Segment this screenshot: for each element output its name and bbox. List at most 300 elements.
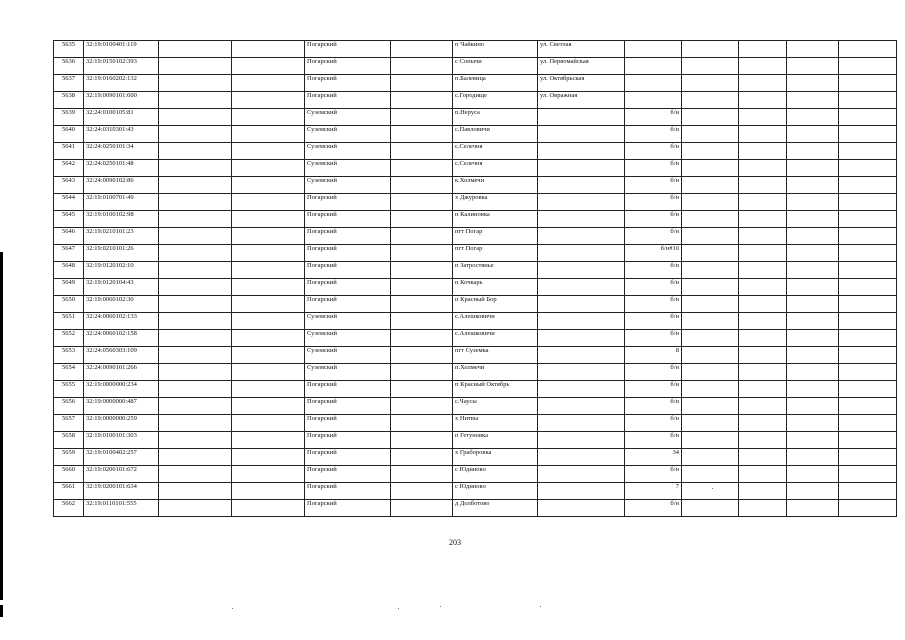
cell-empty (787, 245, 839, 262)
cell-empty (391, 228, 453, 245)
table-row (54, 313, 897, 330)
cell-house-number: б/н#10 (625, 245, 682, 262)
cell-empty (739, 126, 787, 143)
cell-street (538, 262, 625, 279)
cell-district: Погарский (305, 296, 391, 313)
cell-empty (391, 432, 453, 449)
cell-empty (787, 296, 839, 313)
cell-empty (232, 432, 305, 449)
cell-empty (839, 126, 897, 143)
cell-district: Погарский (305, 228, 391, 245)
cell-cadastral-number: 32:19:0120104:43 (84, 279, 159, 296)
cell-street: ул. Светлая (538, 41, 625, 58)
cell-cadastral-number: 32:24:0060102:158 (84, 330, 159, 347)
cell-empty (739, 381, 787, 398)
cell-cadastral-number: 32:19:0210101:23 (84, 228, 159, 245)
scan-speck (712, 488, 713, 489)
cell-empty (391, 126, 453, 143)
cell-empty (787, 177, 839, 194)
cell-district: Суземский (305, 126, 391, 143)
cell-house-number: б/н (625, 211, 682, 228)
cell-empty (787, 313, 839, 330)
cell-cadastral-number: 32:24:0090101:266 (84, 364, 159, 381)
cell-empty (787, 92, 839, 109)
cell-cadastral-number: 32:19:0000000:259 (84, 415, 159, 432)
cell-street (538, 194, 625, 211)
cell-settlement: с.Селечня (453, 160, 538, 177)
cell-street (538, 466, 625, 483)
cell-record-number: 5639 (54, 109, 84, 126)
cell-empty (682, 194, 739, 211)
cell-empty (739, 194, 787, 211)
cell-district: Погарский (305, 449, 391, 466)
cell-empty (159, 143, 232, 160)
cell-empty (159, 160, 232, 177)
cell-empty (391, 466, 453, 483)
cell-district: Суземский (305, 364, 391, 381)
cell-empty (232, 415, 305, 432)
cell-empty (839, 262, 897, 279)
cell-empty (159, 296, 232, 313)
cell-empty (739, 228, 787, 245)
cell-empty (839, 92, 897, 109)
registry-table (53, 40, 897, 517)
table-row (54, 75, 897, 92)
cell-cadastral-number: 32:19:0160202:132 (84, 75, 159, 92)
cell-district: Погарский (305, 92, 391, 109)
cell-empty (391, 75, 453, 92)
cell-street (538, 432, 625, 449)
cell-empty (682, 381, 739, 398)
cell-empty (391, 330, 453, 347)
table-row (54, 92, 897, 109)
cell-house-number: б/н (625, 109, 682, 126)
scan-speck (440, 606, 441, 607)
cell-settlement: с.Алешковичи (453, 330, 538, 347)
cell-empty (232, 330, 305, 347)
cell-district: Погарский (305, 483, 391, 500)
cell-empty (682, 330, 739, 347)
cell-empty (232, 92, 305, 109)
cell-empty (839, 177, 897, 194)
cell-district: Погарский (305, 415, 391, 432)
cell-empty (787, 58, 839, 75)
cell-empty (839, 211, 897, 228)
cell-empty (739, 262, 787, 279)
cell-empty (232, 75, 305, 92)
cell-street (538, 160, 625, 177)
cell-settlement: пгт Погар (453, 228, 538, 245)
cell-empty (739, 466, 787, 483)
cell-record-number: 5648 (54, 262, 84, 279)
cell-street (538, 415, 625, 432)
cell-empty (159, 126, 232, 143)
cell-settlement: п.Холмечи (453, 364, 538, 381)
cell-empty (839, 296, 897, 313)
cell-settlement: п Затростянье (453, 262, 538, 279)
table-row (54, 194, 897, 211)
cell-empty (787, 432, 839, 449)
cell-cadastral-number: 32:19:0200101:634 (84, 483, 159, 500)
cell-empty (232, 211, 305, 228)
cell-house-number (625, 58, 682, 75)
cell-district: Суземский (305, 109, 391, 126)
table-row (54, 364, 897, 381)
cell-house-number: 34 (625, 449, 682, 466)
cell-cadastral-number: 32:24:0060102:133 (84, 313, 159, 330)
cell-district: Погарский (305, 466, 391, 483)
cell-house-number: б/н (625, 143, 682, 160)
cell-empty (839, 194, 897, 211)
cell-empty (787, 415, 839, 432)
cell-empty (159, 109, 232, 126)
cell-empty (391, 381, 453, 398)
cell-empty (739, 75, 787, 92)
cell-empty (391, 262, 453, 279)
cell-empty (739, 398, 787, 415)
cell-record-number: 5662 (54, 500, 84, 517)
cell-empty (739, 109, 787, 126)
cell-empty (232, 398, 305, 415)
cell-record-number: 5661 (54, 483, 84, 500)
cell-cadastral-number: 32:19:0100102:98 (84, 211, 159, 228)
cell-empty (739, 347, 787, 364)
cell-empty (839, 415, 897, 432)
cell-empty (682, 41, 739, 58)
cell-settlement: с.Городище (453, 92, 538, 109)
cell-empty (787, 194, 839, 211)
cell-house-number: 7 (625, 483, 682, 500)
table-row (54, 262, 897, 279)
cell-empty (682, 177, 739, 194)
table-row (54, 296, 897, 313)
cell-settlement: п Гетуновка (453, 432, 538, 449)
cell-empty (787, 381, 839, 398)
cell-empty (787, 160, 839, 177)
cell-empty (232, 449, 305, 466)
cell-empty (739, 415, 787, 432)
cell-empty (159, 41, 232, 58)
cell-district: Суземский (305, 313, 391, 330)
cell-cadastral-number: 32:19:0210101:26 (84, 245, 159, 262)
cell-house-number: б/н (625, 279, 682, 296)
table-row (54, 432, 897, 449)
cell-empty (682, 92, 739, 109)
cell-cadastral-number: 32:24:0310301:43 (84, 126, 159, 143)
cell-empty (159, 449, 232, 466)
cell-empty (391, 398, 453, 415)
cell-district: Суземский (305, 177, 391, 194)
cell-empty (682, 398, 739, 415)
cell-settlement: с.Селечня (453, 143, 538, 160)
cell-record-number: 5638 (54, 92, 84, 109)
cell-street (538, 449, 625, 466)
cell-empty (839, 245, 897, 262)
cell-house-number: б/н (625, 313, 682, 330)
cell-empty (159, 381, 232, 398)
table-row (54, 143, 897, 160)
cell-empty (739, 279, 787, 296)
cell-settlement: п Красный Бор (453, 296, 538, 313)
cell-record-number: 5635 (54, 41, 84, 58)
cell-district: Погарский (305, 194, 391, 211)
cell-empty (839, 449, 897, 466)
cell-empty (682, 211, 739, 228)
table-row (54, 177, 897, 194)
cell-empty (787, 75, 839, 92)
cell-empty (682, 364, 739, 381)
cell-empty (739, 143, 787, 160)
cell-empty (682, 126, 739, 143)
cell-district: Погарский (305, 211, 391, 228)
cell-empty (391, 313, 453, 330)
cell-empty (159, 75, 232, 92)
table-row (54, 126, 897, 143)
cell-record-number: 5647 (54, 245, 84, 262)
cell-empty (787, 330, 839, 347)
cell-record-number: 5651 (54, 313, 84, 330)
cell-empty (159, 415, 232, 432)
cell-record-number: 5637 (54, 75, 84, 92)
cell-empty (839, 109, 897, 126)
cell-empty (682, 143, 739, 160)
cell-empty (839, 330, 897, 347)
cell-empty (391, 415, 453, 432)
cell-empty (391, 347, 453, 364)
cell-empty (682, 449, 739, 466)
cell-empty (232, 313, 305, 330)
cell-cadastral-number: 32:19:0100101:303 (84, 432, 159, 449)
cell-empty (787, 228, 839, 245)
cell-district: Суземский (305, 330, 391, 347)
table-row (54, 347, 897, 364)
cell-empty (391, 194, 453, 211)
cell-empty (391, 449, 453, 466)
cell-empty (682, 262, 739, 279)
cell-empty (159, 279, 232, 296)
cell-settlement: п.Балевица (453, 75, 538, 92)
cell-settlement: к.Холмечи (453, 177, 538, 194)
cell-house-number: б/н (625, 126, 682, 143)
cell-empty (159, 228, 232, 245)
cell-settlement: п.Неруса (453, 109, 538, 126)
cell-empty (391, 160, 453, 177)
cell-empty (682, 483, 739, 500)
cell-cadastral-number: 32:24:0090102:86 (84, 177, 159, 194)
cell-empty (839, 58, 897, 75)
cell-settlement: пгт Погар (453, 245, 538, 262)
cell-empty (391, 296, 453, 313)
table-row (54, 381, 897, 398)
cell-empty (391, 109, 453, 126)
cell-district: Суземский (305, 160, 391, 177)
cell-empty (787, 126, 839, 143)
cell-empty (739, 177, 787, 194)
cell-empty (839, 347, 897, 364)
cell-house-number: б/н (625, 432, 682, 449)
cell-street (538, 381, 625, 398)
cell-house-number: б/н (625, 466, 682, 483)
cell-settlement: с.Алешковичи (453, 313, 538, 330)
cell-empty (787, 347, 839, 364)
cell-empty (839, 228, 897, 245)
cell-house-number: б/н (625, 330, 682, 347)
cell-empty (159, 483, 232, 500)
cell-street (538, 126, 625, 143)
cell-empty (739, 58, 787, 75)
cell-empty (787, 364, 839, 381)
cell-empty (682, 415, 739, 432)
cell-empty (682, 245, 739, 262)
cell-empty (159, 364, 232, 381)
cell-empty (391, 245, 453, 262)
cell-settlement: х Джуровка (453, 194, 538, 211)
cell-cadastral-number: 32:19:0110101:555 (84, 500, 159, 517)
cell-empty (739, 432, 787, 449)
cell-cadastral-number: 32:19:0060102:30 (84, 296, 159, 313)
table-row (54, 415, 897, 432)
cell-cadastral-number: 32:19:0100402:257 (84, 449, 159, 466)
cell-empty (787, 41, 839, 58)
cell-empty (739, 313, 787, 330)
cell-cadastral-number: 32:19:0000000:234 (84, 381, 159, 398)
cell-cadastral-number: 32:24:0100105:81 (84, 109, 159, 126)
cell-cadastral-number: 32:24:0250101:34 (84, 143, 159, 160)
cell-empty (391, 500, 453, 517)
cell-empty (391, 92, 453, 109)
cell-empty (787, 500, 839, 517)
cell-empty (232, 109, 305, 126)
cell-district: Погарский (305, 432, 391, 449)
cell-empty (159, 466, 232, 483)
cell-settlement: пгт Суземка (453, 347, 538, 364)
cell-settlement: с Сопычи (453, 58, 538, 75)
cell-cadastral-number: 32:19:0150102:393 (84, 58, 159, 75)
cell-empty (159, 347, 232, 364)
table-row (54, 160, 897, 177)
cell-street (538, 279, 625, 296)
cell-settlement: с Юдиново (453, 466, 538, 483)
cell-record-number: 5656 (54, 398, 84, 415)
cell-cadastral-number: 32:19:0100701:49 (84, 194, 159, 211)
cell-empty (232, 177, 305, 194)
cell-street (538, 347, 625, 364)
cell-record-number: 5649 (54, 279, 84, 296)
scan-speck (232, 608, 233, 609)
cell-empty (232, 245, 305, 262)
cell-empty (739, 160, 787, 177)
cell-empty (682, 313, 739, 330)
cell-record-number: 5646 (54, 228, 84, 245)
cell-district: Погарский (305, 58, 391, 75)
cell-empty (159, 177, 232, 194)
cell-empty (232, 262, 305, 279)
cell-empty (391, 211, 453, 228)
cell-empty (787, 483, 839, 500)
cell-empty (839, 381, 897, 398)
cell-record-number: 5644 (54, 194, 84, 211)
cell-empty (391, 58, 453, 75)
cell-empty (682, 58, 739, 75)
cell-empty (739, 483, 787, 500)
cell-empty (839, 160, 897, 177)
cell-cadastral-number: 32:19:0000000:487 (84, 398, 159, 415)
cell-settlement: д Долботово (453, 500, 538, 517)
cell-street (538, 177, 625, 194)
cell-settlement: х Нитвы (453, 415, 538, 432)
cell-empty (839, 398, 897, 415)
cell-house-number (625, 41, 682, 58)
cell-empty (839, 41, 897, 58)
cell-street (538, 211, 625, 228)
cell-street (538, 483, 625, 500)
cell-house-number: б/н (625, 160, 682, 177)
scan-speck (398, 608, 399, 609)
scan-speck (540, 606, 541, 607)
cell-settlement: х Грaборовка (453, 449, 538, 466)
cell-empty (159, 194, 232, 211)
cell-district: Погарский (305, 262, 391, 279)
cell-empty (232, 279, 305, 296)
cell-empty (787, 211, 839, 228)
table-row (54, 228, 897, 245)
cell-record-number: 5654 (54, 364, 84, 381)
cell-empty (232, 143, 305, 160)
table-row (54, 211, 897, 228)
cell-record-number: 5652 (54, 330, 84, 347)
table-row (54, 330, 897, 347)
cell-empty (391, 364, 453, 381)
cell-house-number: б/н (625, 381, 682, 398)
table-row (54, 41, 897, 58)
cell-cadastral-number: 32:19:0120102:10 (84, 262, 159, 279)
cell-empty (839, 143, 897, 160)
cell-record-number: 5643 (54, 177, 84, 194)
cell-empty (232, 194, 305, 211)
cell-street (538, 398, 625, 415)
cell-empty (682, 500, 739, 517)
cell-empty (159, 211, 232, 228)
cell-street (538, 500, 625, 517)
table-row (54, 245, 897, 262)
cell-empty (159, 313, 232, 330)
cell-empty (232, 500, 305, 517)
cell-house-number: б/н (625, 415, 682, 432)
cell-house-number: б/н (625, 228, 682, 245)
cell-empty (232, 347, 305, 364)
cell-empty (682, 279, 739, 296)
cell-record-number: 5641 (54, 143, 84, 160)
cell-empty (787, 398, 839, 415)
table-row (54, 398, 897, 415)
cell-cadastral-number: 32:19:0200101:672 (84, 466, 159, 483)
cell-empty (739, 296, 787, 313)
cell-cadastral-number: 32:24:0560303:109 (84, 347, 159, 364)
cell-empty (787, 143, 839, 160)
cell-record-number: 5650 (54, 296, 84, 313)
cell-empty (232, 296, 305, 313)
page-number: 203 (449, 538, 461, 547)
cell-empty (232, 126, 305, 143)
cell-empty (232, 483, 305, 500)
cell-empty (682, 432, 739, 449)
cell-empty (232, 228, 305, 245)
cell-empty (232, 381, 305, 398)
cell-empty (682, 296, 739, 313)
cell-settlement: п Красный Октябрь (453, 381, 538, 398)
cell-empty (682, 228, 739, 245)
cell-empty (682, 160, 739, 177)
